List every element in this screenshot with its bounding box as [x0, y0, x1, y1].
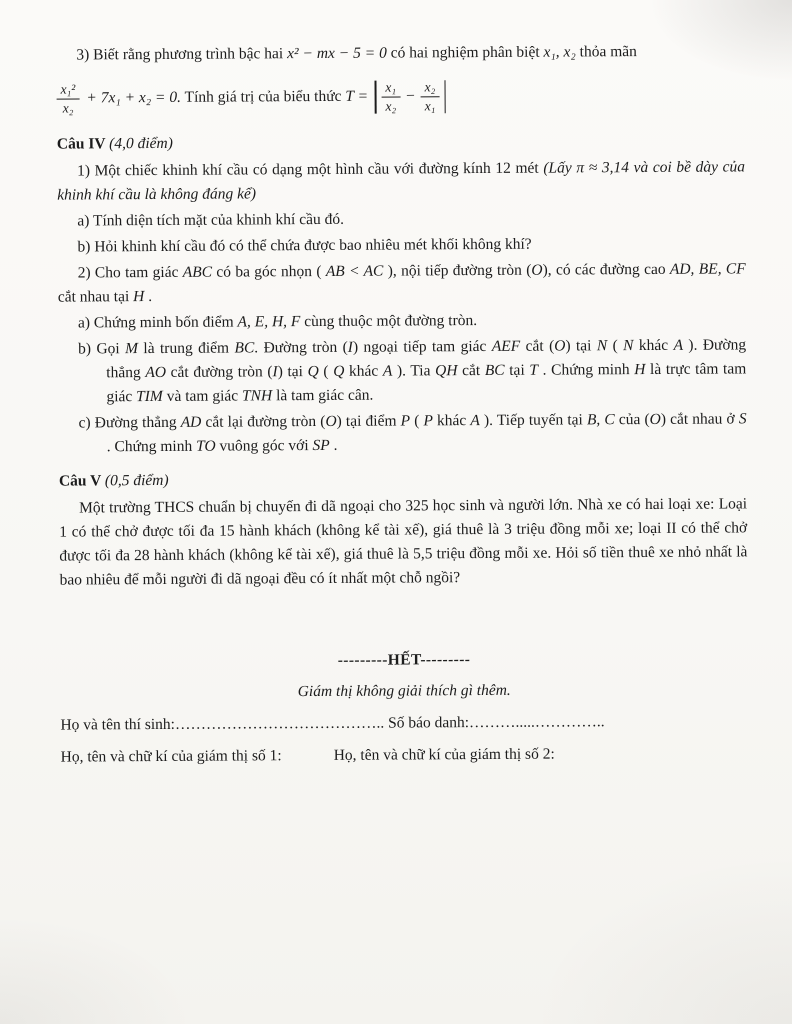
text-segment: Q: [307, 362, 319, 381]
problem-IV-1b: [77, 231, 745, 259]
problem-V-body: [59, 492, 748, 592]
text-segment: + 7x₁ + x₂ = 0.: [86, 88, 182, 107]
text-segment: vuông góc với: [215, 437, 313, 455]
problem-IV-1a: [77, 205, 745, 233]
equation-text: [86, 85, 368, 111]
text-segment: Câu IV: [56, 135, 110, 153]
fraction-x1sq-over-x2: [56, 81, 79, 116]
fraction-numerator: x₁²: [56, 81, 79, 99]
proctor-2-label: Họ, tên và chữ kí của giám thị số 2:: [333, 745, 555, 764]
section-V-heading: [59, 465, 747, 493]
fraction-denominator: x₂: [62, 99, 74, 116]
text-segment: I: [272, 363, 278, 381]
text-segment: c) Đường thẳng: [78, 413, 181, 432]
text-segment: 3) Biết rằng phương trình bậc hai: [76, 45, 288, 64]
candidate-name-line: Họ và tên thí sinh:………………………………….. Số báo danh:……….....…………..: [60, 713, 605, 734]
text-segment: a) Chứng minh bốn điểm: [77, 313, 238, 332]
text-segment: là trực tâm tam giác: [106, 360, 747, 406]
text-segment: b) Hỏi khinh khí cầu đó có thể chứa được bao nhiêu mét khối không khí?: [77, 235, 532, 256]
vertical-bar-right: [444, 80, 446, 113]
text-segment: ). Đường thẳng: [106, 336, 747, 382]
text-segment: .: [329, 436, 338, 454]
text-segment: O: [531, 261, 543, 279]
text-segment: T =: [345, 87, 369, 105]
text-segment: và coi bề dày của khinh khí cầu là không đáng kể): [57, 158, 746, 204]
vertical-bar-left: [375, 80, 377, 113]
text-segment: ) tại: [565, 337, 597, 355]
text-segment: .: [144, 288, 153, 306]
text-segment: P: [400, 412, 411, 430]
text-segment: (: [318, 362, 334, 380]
text-segment: thỏa mãn: [575, 43, 637, 61]
text-segment: của (: [614, 410, 650, 429]
text-segment: ) cắt nhau ở: [660, 410, 739, 428]
text-segment: AD: [180, 413, 202, 431]
text-segment: AO: [145, 363, 167, 382]
text-segment: O: [325, 412, 337, 430]
text-segment: AD, BE, CF: [669, 260, 746, 278]
text-segment: ). Tia: [392, 362, 436, 380]
text-segment: là trung điểm: [137, 339, 235, 358]
text-segment: 1) Một chiếc khinh khí cầu có dạng một hình cầu với đường kính 12 mét: [76, 159, 544, 180]
text-segment: BC: [484, 361, 505, 379]
text-segment: O: [554, 337, 566, 355]
text-segment: b) Gọi: [78, 340, 126, 358]
text-segment: ABC: [182, 263, 213, 281]
text-segment: cắt: [457, 361, 485, 380]
text-segment: cùng thuộc một đường tròn.: [300, 312, 478, 331]
text-segment: AEF: [491, 337, 521, 355]
text-segment: . Chứng minh: [537, 361, 635, 379]
text-segment: P: [423, 412, 433, 430]
text-segment: có hai nghiệm phân biệt: [386, 43, 544, 62]
text-segment: ), có các đường cao: [542, 260, 670, 279]
text-segment: TNH: [241, 387, 273, 405]
text-segment: có ba góc nhọn (: [211, 262, 326, 281]
text-segment: khác: [633, 336, 674, 355]
text-segment: B, C: [586, 411, 615, 429]
text-segment: a) Tính diện tích mặt của khinh khí cầu đó.: [77, 210, 344, 230]
end-marker: ---------HẾT---------: [337, 651, 471, 669]
problem-IV-2c: [79, 407, 747, 459]
text-segment: cắt (: [520, 337, 555, 355]
section-IV-heading: [57, 128, 745, 156]
text-segment: là tam giác cân.: [272, 386, 374, 405]
text-segment: A: [382, 362, 393, 380]
minus-sign: −: [405, 87, 416, 105]
text-segment: cắt lại đường tròn (: [201, 412, 326, 431]
text-segment: M: [125, 340, 139, 358]
proctor-signature-line: [61, 741, 749, 769]
text-segment: ) tại điểm: [336, 412, 401, 430]
text-segment: AB < AC: [325, 262, 384, 280]
text-segment: A, E, H, F: [237, 313, 301, 331]
text-segment: T: [529, 361, 539, 379]
text-segment: ), nội tiếp đường tròn (: [383, 261, 532, 280]
fraction-denominator: x₁: [424, 97, 436, 113]
text-segment: (4,0 điểm): [109, 134, 173, 153]
proctor-1-label: Họ, tên và chữ kí của giám thị số 1:: [60, 747, 282, 766]
text-segment: (: [410, 412, 424, 430]
text-segment: (0,5 điểm): [104, 471, 169, 490]
text-segment: khác: [344, 362, 383, 380]
problem-IV-2a: [78, 307, 746, 335]
text-segment: BC: [234, 339, 255, 357]
text-segment: và tam giác: [162, 387, 243, 405]
text-segment: (Lấy: [543, 159, 577, 177]
fraction-denominator: x₂: [385, 98, 397, 114]
text-segment: A: [470, 412, 480, 430]
text-segment: H: [634, 360, 646, 379]
text-segment: N: [596, 337, 608, 355]
text-segment: π ≈ 3,14: [576, 159, 630, 177]
text-segment: O: [649, 410, 661, 428]
text-segment: tại: [504, 361, 530, 379]
text-segment: . Chứng minh: [106, 437, 197, 456]
problem-IV-2b: [78, 333, 746, 409]
text-segment: N: [623, 337, 634, 355]
text-segment: cắt đường tròn (: [165, 363, 273, 381]
fraction-x1-over-x2: [381, 79, 400, 114]
text-segment: ). Tiếp tuyến tại: [479, 411, 587, 430]
text-segment: . Đường tròn (: [254, 338, 348, 357]
text-segment: TO: [196, 437, 216, 455]
absolute-value-expression: [375, 79, 446, 114]
text-segment: khác: [432, 412, 471, 430]
text-segment: ) tại: [277, 363, 308, 381]
text-segment: Một trường THCS chuẩn bị chuyến đi dã ngoại cho 325 học sinh và người lớn. Nhà xe có hai loại xe: Loại 1 có thể chở được tối đa 15 hành khách (không kể tài xế), giá thuê là 3 triệu đồng mỗi xe; loại II có thể chở được tối đa 28 hành khách (không kể tài xế), giá thuê là 5,5 triệu đồng mỗi xe. Hỏi số tiền thuê xe nhỏ nhất là bao nhiêu để mỗi người đi dã ngoại đều có ít nhất một chỗ ngồi?: [59, 495, 748, 589]
text-segment: x₁, x₂: [543, 43, 576, 61]
text-segment: Q: [333, 362, 345, 380]
text-segment: SP: [312, 436, 330, 455]
text-segment: H: [133, 288, 145, 306]
text-segment: Tính giá trị của biểu thức: [180, 87, 346, 106]
problem-IV-2: [58, 257, 746, 309]
text-segment: x² − mx − 5 = 0: [287, 44, 387, 63]
fraction-numerator: x₁: [381, 79, 400, 97]
text-segment: QH: [435, 362, 458, 380]
problem-3-statement: [56, 39, 744, 67]
text-segment: S: [738, 410, 747, 428]
problem-IV-1: [57, 155, 745, 207]
problem-3-equation-line: [56, 70, 744, 122]
text-segment: ) ngoại tiếp tam giác: [352, 337, 492, 356]
text-segment: Câu V: [58, 472, 105, 490]
text-segment: cắt nhau tại: [57, 288, 134, 306]
proctor-note: Giám thị không giải thích gì thêm.: [297, 681, 511, 701]
text-segment: 2) Cho tam giác: [77, 263, 183, 282]
text-segment: A: [673, 336, 684, 354]
fraction-numerator: x₂: [420, 79, 439, 97]
text-segment: I: [347, 338, 353, 356]
fraction-x2-over-x1: [420, 79, 439, 114]
text-segment: TIM: [136, 387, 163, 406]
text-segment: (: [607, 337, 624, 355]
